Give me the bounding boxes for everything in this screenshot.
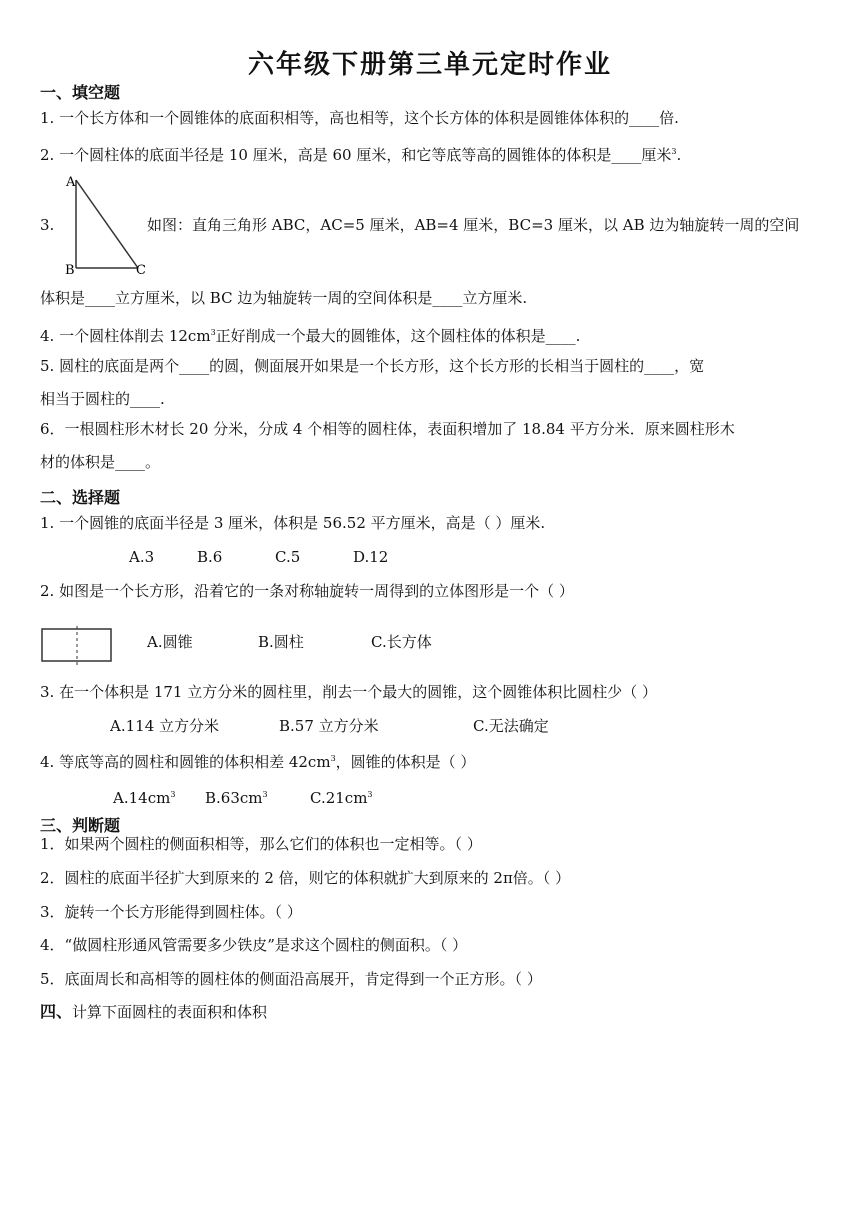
choice-4-option-a (113, 784, 175, 809)
choice-4-option-b-text: B.63cm (205, 789, 263, 807)
judge-question-2: 2．圆柱的底面半径扩大到原来的 2 倍，则它的体积就扩大到原来的 2π倍。（ ） (40, 869, 571, 887)
page-title: 六年级下册第三单元定时作业 (247, 50, 612, 80)
section-3-heading: 三、判断题 (40, 816, 121, 835)
choice-1-option-a: A.3 (129, 548, 155, 566)
judge-question-4: 4．“做圆柱形通风管需要多少铁皮”是求这个圆柱的侧面积。（ ） (40, 936, 468, 954)
choice-1-option-b: B.6 (197, 548, 223, 566)
right-triangle-figure (62, 170, 157, 280)
choice-3-option-c: C.无法确定 (473, 717, 549, 735)
choice-question-4-sup: 3 (330, 754, 336, 763)
choice-question-1: 1. 一个圆锥的底面半径是 3 厘米，体积是 56.52 平方厘米，高是（ ）厘米. (40, 514, 546, 532)
fill-question-2-text: 2. 一个圆柱体的底面半径是 10 厘米，高是 60 厘米，和它等底等高的圆锥体的体积是____厘米 (40, 146, 672, 164)
section-4-heading-text: 计算下面圆柱的表面积和体积 (72, 1003, 268, 1021)
choice-question-2: 2. 如图是一个长方形，沿着它的一条对称轴旋转一周得到的立体图形是一个（ ） (40, 582, 574, 600)
rectangle-figure (40, 626, 114, 666)
fill-question-6: 6．一根圆柱形木材长 20 分米，分成 4 个相等的圆柱体，表面积增加了 18.84 平方分米．原来圆柱形木 (40, 420, 735, 438)
choice-4-option-a-sup: 3 (170, 790, 176, 799)
fill-question-2-sup: 3 (671, 147, 677, 156)
section-1-heading: 一、填空题 (40, 83, 121, 102)
section-4-heading-number: 四、 (40, 1002, 73, 1021)
fill-question-4-text: 4. 一个圆柱体削去 12cm (40, 327, 211, 345)
choice-question-4 (40, 748, 825, 773)
fill-question-4-sup: 3 (210, 328, 216, 337)
fill-question-1: 1. 一个长方体和一个圆锥体的底面积相等，高也相等，这个长方体的体积是圆锥体体积的____倍. (40, 109, 679, 127)
fill-question-3-text: 如图：直角三角形 ABC，AC=5 厘米，AB=4 厘米，BC=3 厘米，以 AB 边为轴旋转一周的空间 (147, 216, 800, 234)
fill-question-5-continued: 相当于圆柱的____. (40, 390, 165, 408)
choice-4-option-b (205, 784, 268, 809)
fill-question-6-continued: 材的体积是____。 (40, 453, 161, 471)
choice-question-4-text: 4. 等底等高的圆柱和圆锥的体积相差 42cm (40, 753, 331, 771)
fill-question-2-end: . (676, 146, 682, 164)
fill-question-2 (40, 141, 825, 166)
choice-1-option-d: D.12 (353, 548, 389, 566)
choice-4-option-c-text: C.21cm (310, 789, 368, 807)
choice-4-option-c-sup: 3 (367, 790, 373, 799)
fill-question-4-end: 正好削成一个最大的圆锥体，这个圆柱体的体积是____. (215, 327, 581, 345)
choice-question-4-end: ，圆锥的体积是（ ） (335, 753, 476, 771)
fill-question-3-number: 3. (40, 216, 55, 234)
triangle-side-ac (76, 180, 138, 268)
choice-3-option-a: A.114 立方分米 (110, 717, 219, 735)
choice-2-option-c: C.长方体 (371, 633, 432, 651)
choice-4-option-a-text: A.14cm (113, 789, 171, 807)
judge-question-5: 5．底面周长和高相等的圆柱体的侧面沿高展开，肯定得到一个正方形。（ ） (40, 970, 542, 988)
vertex-c-label: C (136, 263, 146, 278)
choice-4-option-b-sup: 3 (262, 790, 268, 799)
fill-question-3-continued: 体积是____立方厘米，以 BC 边为轴旋转一周的空间体积是____立方厘米. (40, 289, 528, 307)
vertex-a-label: A (66, 175, 76, 190)
judge-question-1: 1．如果两个圆柱的侧面积相等，那么它们的体积也一定相等。（ ） (40, 835, 482, 853)
fill-question-5: 5. 圆柱的底面是两个____的圆，侧面展开如果是一个长方形，这个长方形的长相当于圆柱的____，宽 (40, 357, 705, 375)
choice-2-option-b: B.圆柱 (258, 633, 304, 651)
choice-question-3: 3. 在一个体积是 171 立方分米的圆柱里，削去一个最大的圆锥，这个圆锥体积比圆柱少（ ） (40, 683, 658, 701)
choice-4-option-c (310, 784, 373, 809)
choice-2-option-a: A.圆锥 (147, 633, 193, 651)
fill-question-4 (40, 322, 825, 347)
vertex-b-label: B (65, 263, 75, 278)
judge-question-3: 3．旋转一个长方形能得到圆柱体。（ ） (40, 903, 302, 921)
section-2-heading: 二、选择题 (40, 488, 121, 507)
choice-1-option-c: C.5 (275, 548, 301, 566)
section-4-heading (40, 1001, 825, 1023)
choice-3-option-b: B.57 立方分米 (279, 717, 379, 735)
